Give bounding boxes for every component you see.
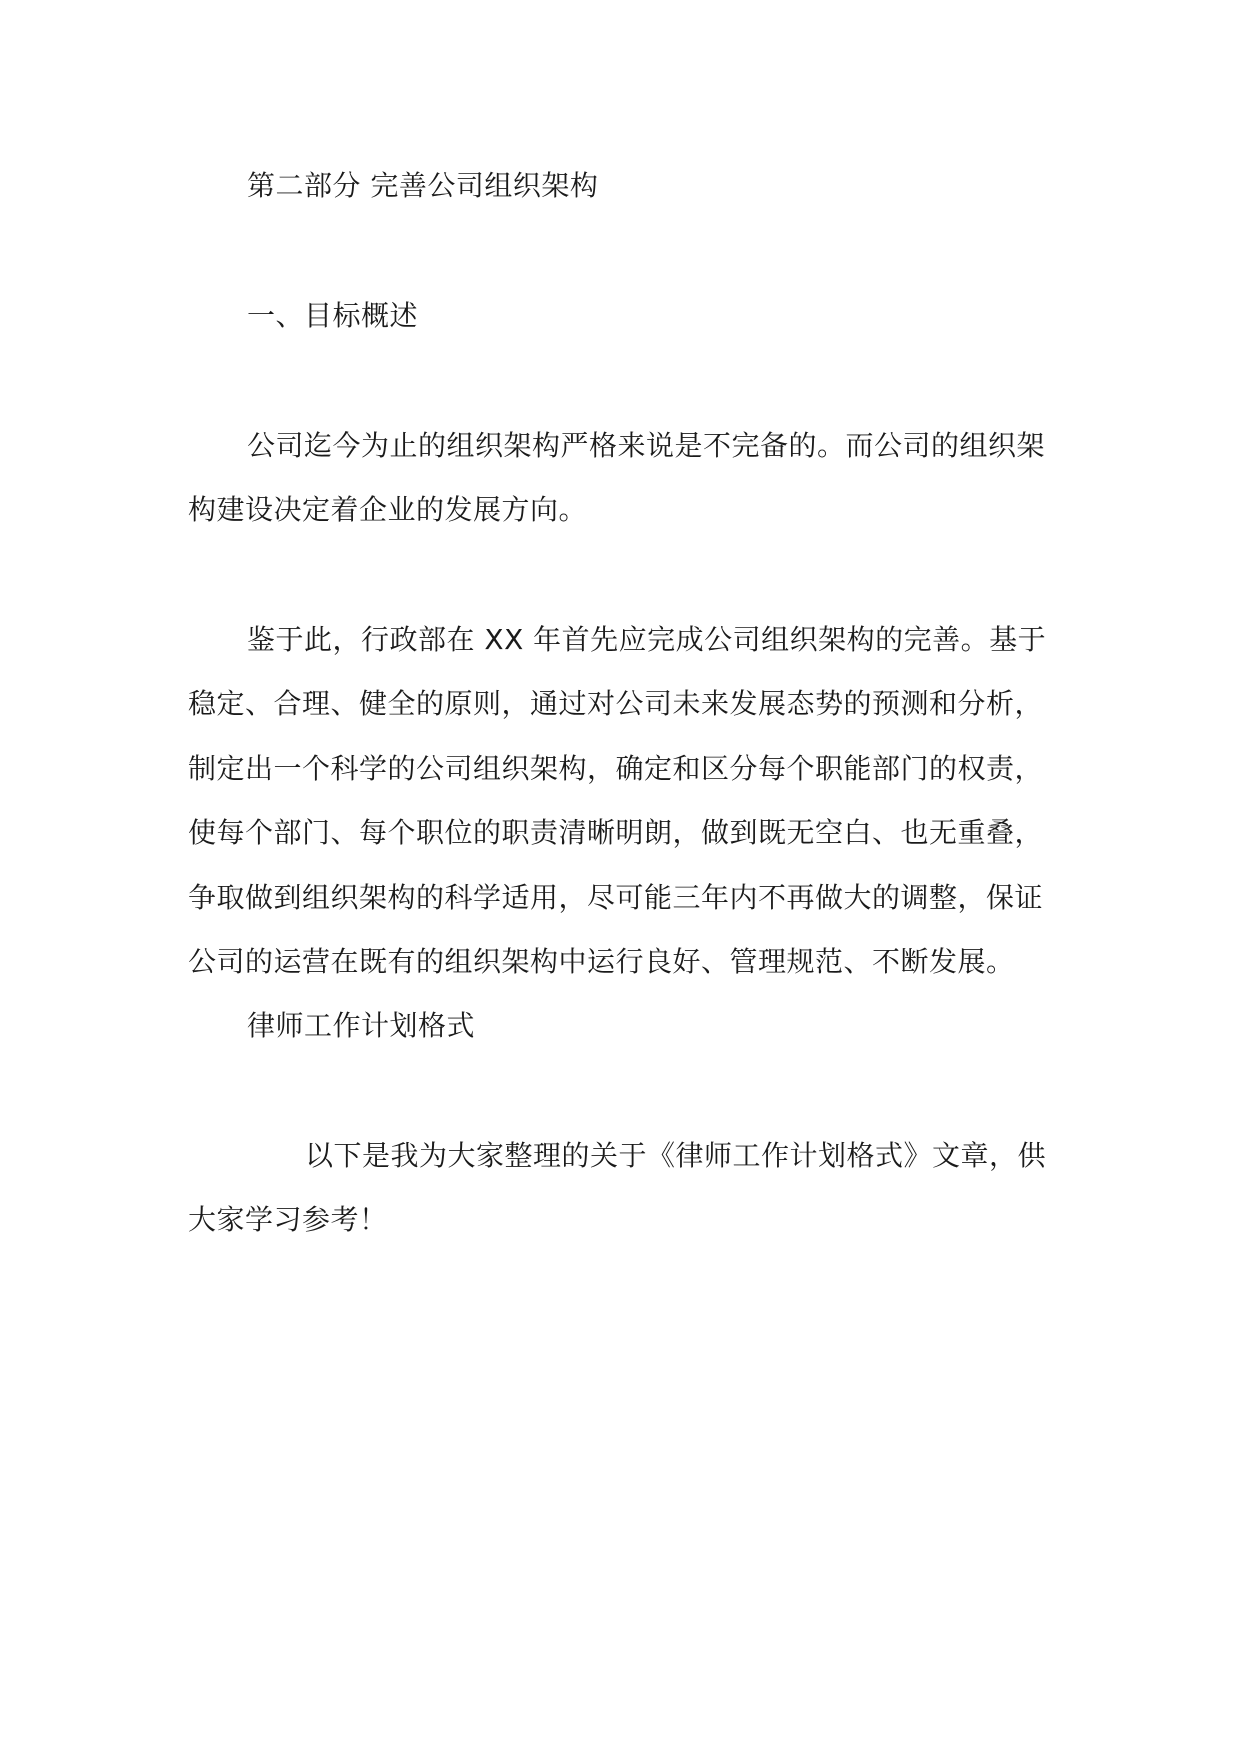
- paragraph-line: 使每个部门、每个职位的职责清晰明朗，做到既无空白、也无重叠，: [188, 816, 1044, 849]
- paragraph-line: 鉴于此，行政部在 XX 年首先应完成公司组织架构的完善。基于: [247, 623, 1047, 656]
- paragraph-line: 制定出一个科学的公司组织架构，确定和区分每个职能部门的权责，: [188, 752, 1044, 785]
- paragraph-line: 公司迄今为止的组织架构严格来说是不完备的。而公司的组织架: [247, 429, 1046, 462]
- paragraph-line: 大家学习参考！: [188, 1203, 388, 1236]
- part-heading: 第二部分 完善公司组织架构: [247, 169, 599, 202]
- paragraph-line: 以下是我为大家整理的关于《律师工作计划格式》文章，供: [305, 1139, 1047, 1172]
- article-title: 律师工作计划格式: [247, 1009, 476, 1042]
- section-heading: 一、目标概述: [247, 299, 419, 332]
- paragraph-line: 构建设决定着企业的发展方向。: [188, 493, 588, 526]
- paragraph-line: 稳定、合理、健全的原则，通过对公司未来发展态势的预测和分析，: [188, 687, 1044, 720]
- paragraph-line: 公司的运营在既有的组织架构中运行良好、管理规范、不断发展。: [188, 945, 1015, 978]
- paragraph-line: 争取做到组织架构的科学适用，尽可能三年内不再做大的调整，保证: [188, 881, 1044, 914]
